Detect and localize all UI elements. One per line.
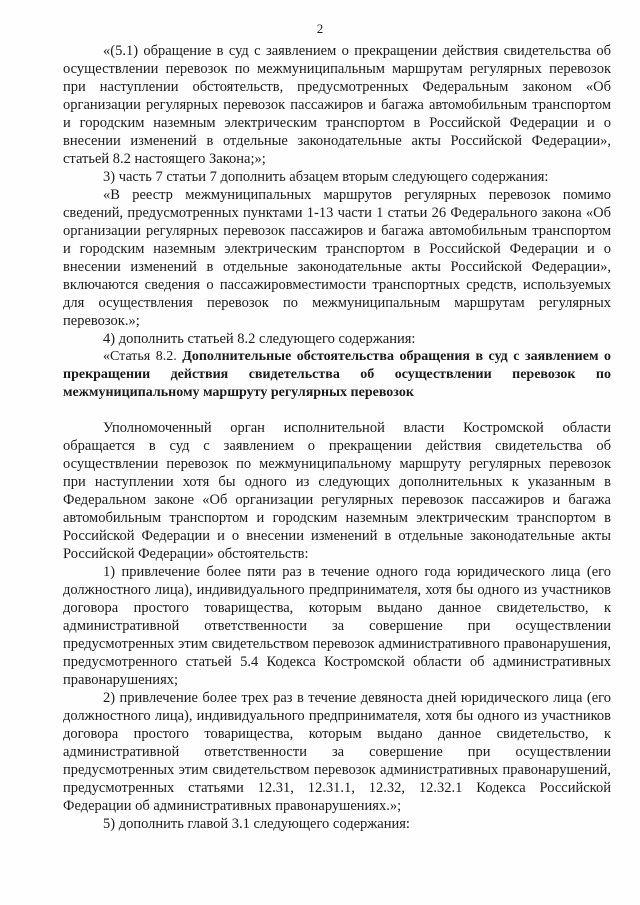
blank-line bbox=[63, 402, 611, 419]
paragraph-item-4: 4) дополнить статьей 8.2 следующего содержания: bbox=[103, 331, 416, 347]
document-body bbox=[63, 42, 611, 833]
page-number: 2 bbox=[316, 21, 324, 36]
paragraph-item-3: 3) часть 7 статьи 7 дополнить абзацем вторым следующего содержания: bbox=[103, 169, 549, 185]
paragraph-item-5: 5) дополнить главой 3.1 следующего содержания: bbox=[103, 816, 410, 832]
paragraph-registry: «В реестр межмуниципальных маршрутов регулярных перевозок помимо сведений, предусмотренных пунктами 1-13 части 1 статьи 26 Федерального закона «Об организации регулярных перевозок пассажиров и багажа автомобильным транспортом и городским наземным электрическим транспортом в Российской Федерации и о внесении изменений в отдельные законодательные акты Российской Федерации», включаются сведения о пассажировместимости транспортных средств, используемых для осуществления перевозок по межмуниципальным маршрутам регулярных перевозок.»; bbox=[63, 187, 611, 329]
paragraph-authority: Уполномоченный орган исполнительной власти Костромской области обращается в суд с заявлением о прекращении действия свидетельства об осуществлении перевозок по межмуниципальному маршруту регулярных перевозок при наступлении хотя бы одного из следующих дополнительных к указанным в Федеральном законе «Об организации регулярных перевозок пассажиров и багажа автомобильным транспортом и городским наземным электрическим транспортом в Российской Федерации и о внесении изменений в отдельные законодательные акты Российской Федерации» обстоятельств: bbox=[63, 420, 611, 562]
article-heading-title: Дополнительные обстоятельства обращения в суд с заявлением о прекращении действия свидетельства об осуществлении перевозок по межмуниципальному маршруту регулярных перевозок bbox=[63, 349, 611, 400]
paragraph-condition-2: 2) привлечение более трех раз в течение девяноста дней юридического лица (его должностного лица), индивидуального предпринимателя, хотя бы одного из участников договора простого товарищества, которым выдано данное свидетельство, к административной ответственности за совершение при осуществлении предусмотренных этим свидетельством перевозок административных правонарушений, предусмотренных статьями 12.31, 12.31.1, 12.32, 12.32.1 Кодекса Российской Федерации об административных правонарушениях.»; bbox=[63, 690, 611, 814]
article-heading-prefix: «Статья 8.2. bbox=[103, 349, 183, 364]
article-heading bbox=[63, 348, 611, 402]
paragraph-5-1: «(5.1) обращение в суд с заявлением о прекращении действия свидетельства об осуществлении перевозок по межмуниципальным маршрутам регулярных перевозок при наступлении обстоятельств, предусмотренных Федеральным законом «Об организации регулярных перевозок пассажиров и багажа автомобильным транспортом и городским наземным электрическим транспортом в Российской Федерации и о внесении изменений в отдельные законодательные акты Российской Федерации», статьей 8.2 настоящего Закона;»; bbox=[63, 43, 611, 167]
paragraph-condition-1: 1) привлечение более пяти раз в течение одного года юридического лица (его должностного лица), индивидуального предпринимателя, хотя бы одного из участников договора простого товарищества, которым выдано данное свидетельство, к административной ответственности за совершение при осуществлении предусмотренных этим свидетельством перевозок административного правонарушения, предусмотренного статьей 5.4 Кодекса Костромской области об административных правонарушениях; bbox=[63, 564, 611, 688]
